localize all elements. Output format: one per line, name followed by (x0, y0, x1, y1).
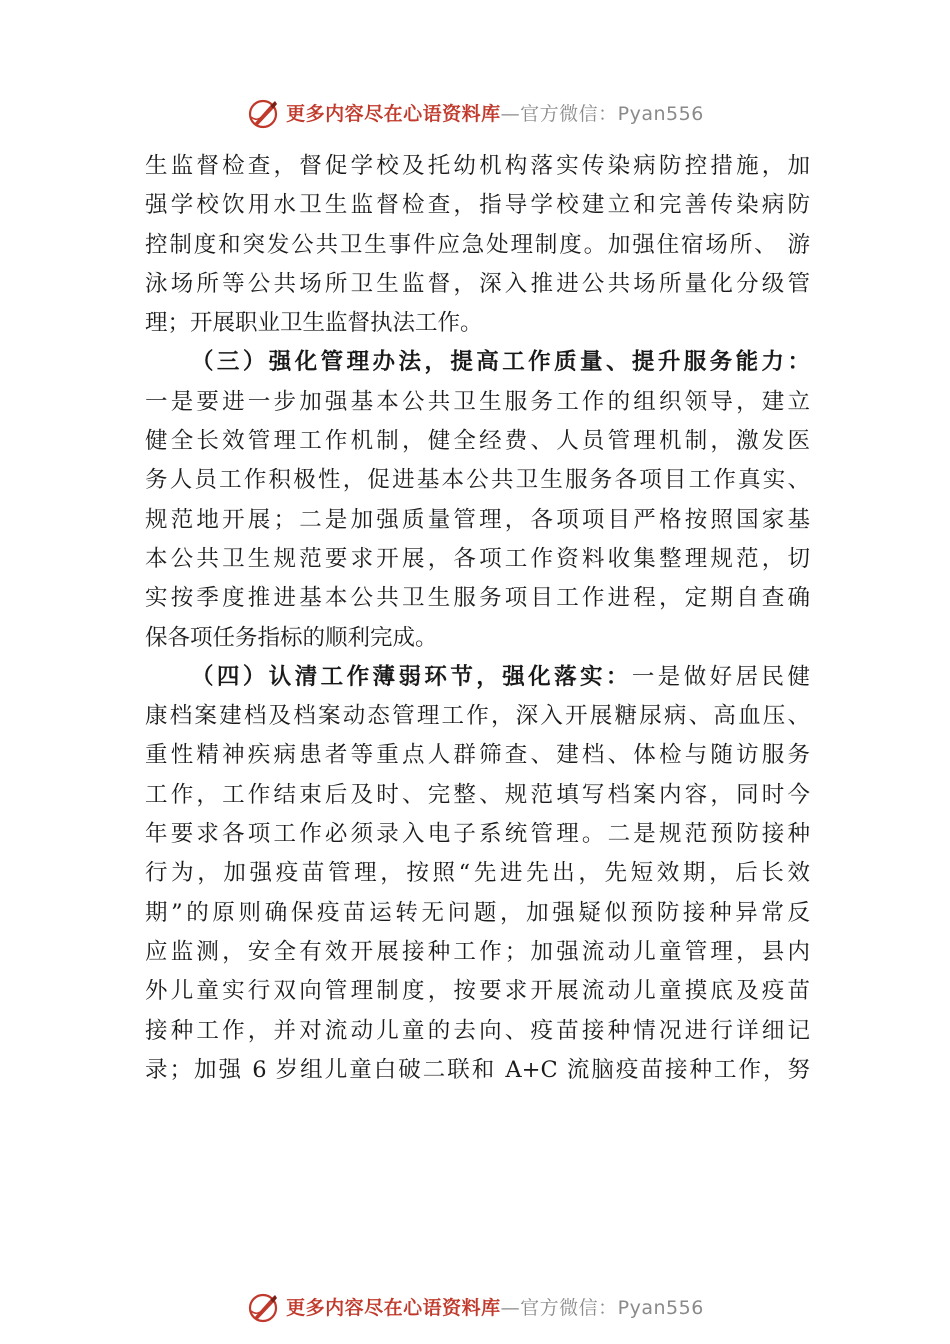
watermark-wechat: 官方微信：Pyan556 (520, 1297, 704, 1319)
section-line-four (145, 658, 810, 697)
text-line: 理；开展职业卫生监督执法工作。 (145, 310, 483, 337)
section-heading-three: （三）强化管理办法，提高工作质量、提升服务能力： (191, 349, 810, 376)
text-line: 外儿童实行双向管理制度，按要求开展流动儿童摸底及疫苗 (145, 978, 810, 1005)
footer-watermark (0, 1288, 950, 1328)
text-line: 年要求各项工作必须录入电子系统管理。二是规范预防接种 (145, 821, 810, 848)
text-line: 应监测，安全有效开展接种工作；加强流动儿童管理，县内 (145, 938, 810, 965)
text-line: 保各项任务指标的顺利完成。 (145, 624, 438, 651)
text-line: 本公共卫生规范要求开展，各项工作资料收集整理规范，切 (145, 545, 810, 572)
document-body (145, 147, 810, 1090)
text-line: 接种工作，并对流动儿童的去向、疫苗接种情况进行详细记 (145, 1017, 810, 1044)
text-line: 生监督检查，督促学校及托幼机构落实传染病防控措施，加 (145, 153, 810, 179)
watermark-wechat: 官方微信：Pyan556 (520, 103, 704, 125)
watermark-text (286, 94, 704, 134)
text-line: 实按季度推进基本公共卫生服务项目工作进程，定期自查确 (145, 585, 810, 612)
pen-logo-icon (246, 1291, 280, 1325)
text-line: 规范地开展；二是加强质量管理，各项项目严格按照国家基 (145, 506, 810, 533)
header-watermark (0, 94, 950, 134)
text-line: 录；加强 6 岁组儿童白破二联和 A+C 流脑疫苗接种工作，努 (145, 1056, 810, 1083)
text-line: 健全长效管理工作机制，健全经费、人员管理机制，激发医 (145, 428, 810, 455)
text-line: 期”的原则确保疫苗运转无问题，加强疑似预防接种异常反 (145, 899, 810, 926)
watermark-site-name: 更多内容尽在心语资料库 (286, 1297, 501, 1319)
watermark-site-name: 更多内容尽在心语资料库 (286, 103, 501, 125)
watermark-dash: — (500, 103, 521, 125)
text-line: 务人员工作积极性，促进基本公共卫生服务各项目工作真实、 (145, 467, 810, 494)
text-line: 强学校饮用水卫生监督检查，指导学校建立和完善传染病防 (145, 192, 810, 219)
watermark-text (286, 1288, 704, 1328)
text-line: 重性精神疾病患者等重点人群筛查、建档、体检与随访服务 (145, 742, 810, 769)
text-segment: 一是做好居民健 (631, 663, 810, 690)
text-line: 工作，工作结束后及时、完整、规范填写档案内容，同时今 (145, 781, 810, 808)
text-line: 控制度和突发公共卫生事件应急处理制度。加强住宿场所、 游 (145, 231, 810, 258)
text-line: 一是要进一步加强基本公共卫生服务工作的组织领导，建立 (145, 388, 810, 415)
text-line: 行为，加强疫苗管理，按照“先进先出，先短效期，后长效 (145, 860, 810, 887)
text-line: 泳场所等公共场所卫生监督，深入推进公共场所量化分级管 (145, 270, 810, 297)
section-heading-four: （四）认清工作薄弱环节，强化落实： (191, 663, 632, 690)
pen-logo-icon (246, 97, 280, 131)
watermark-dash: — (500, 1297, 521, 1319)
text-line: 康档案建档及档案动态管理工作，深入开展糖尿病、高血压、 (145, 703, 810, 730)
